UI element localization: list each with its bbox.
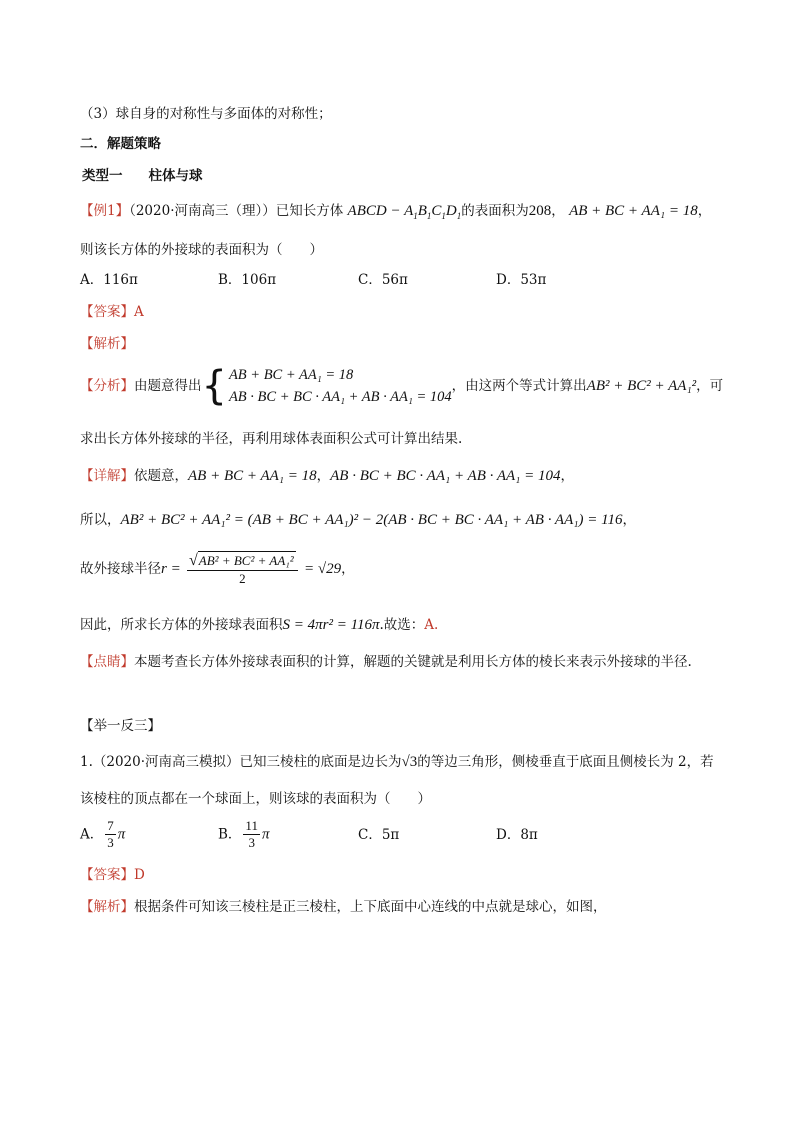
option-c: C．56π [358,272,408,288]
section-heading: 二．解题策略 [80,136,161,152]
option-d: D．53π [496,272,547,288]
q1-answer-line: 【答案】D [80,867,145,883]
q1-option-d: D．8π [496,826,538,843]
radius-line: 故外接球半径r = $\frac{\text{√AB² + BC² + AA₁²}}{2}$ = √29， [80,552,355,586]
example1-line2: 则该长方体的外接球的表面积为（ ） [80,242,323,258]
answer-line: 【答案】A [80,304,144,320]
symmetry-line: （3）球自身的对称性与多面体的对称性； [80,106,332,122]
q1-jiexi-line: 【解析】根据条件可知该三棱柱是正三棱柱，上下底面中心连线的中点就是球心，如图， [80,899,607,915]
example1-line1: 【例1】（2020·河南高三（理））已知长方体 ABCD − $A_1B_1C_1D_1$的表面积为208， AB + BC + AA₁ = 18， [80,203,712,221]
type-heading: 类型一 柱体与球 [82,168,203,184]
example1-options [80,270,740,290]
suoyi-line: 所以，AB² + BC² + AA₁² = (AB + BC + AA₁)² − 2(AB · BC + BC · AA₁ + AB · AA₁) = 116， [80,512,636,528]
q1-option-a: A． $\frac{7}{3}$ π [80,818,126,850]
question1-line1: 1.（2020·河南高三模拟）已知三棱柱的底面是边长为√3的等边三角形，侧棱垂直于底面且侧棱长为 2，若 [80,754,714,770]
dianjing-line: 【点睛】本题考查长方体外接球表面积的计算，解题的关键就是利用长方体的棱长来表示外接球的半径. [80,654,692,670]
q1-option-c: C．5π [358,826,400,843]
xiangjie-line: 【详解】依题意，AB + BC + AA₁ = 18，AB · BC + BC · AA₁ + AB · AA₁ = 104， [80,468,575,484]
question1-line2: 该棱柱的顶点都在一个球面上，则该球的表面积为（ ） [80,791,431,807]
jyfs-heading: 【举一反三】 [80,718,161,734]
option-a: A．116π [80,272,138,288]
jiexi-line: 【解析】 [80,336,134,352]
fenxi-line1: 【分析】由题意得出{ AB + BC + AA₁ = 18 AB · BC + BC · AA₁ + AB · AA₁ = 104，由这两个等式计算出AB² + BC² + AA₁²，可 [80,363,724,409]
q1-option-b: B． $\frac{11}{3}$ π [218,818,270,850]
fenxi-line2: 求出长方体外接球的半径，再利用球体表面积公式可计算出结果. [80,431,463,447]
option-b: B．106π [218,272,277,288]
yinci-line: 因此，所求长方体的外接球表面积S = 4πr² = 116π.故选：A. [80,617,439,633]
question1-options [80,818,740,858]
